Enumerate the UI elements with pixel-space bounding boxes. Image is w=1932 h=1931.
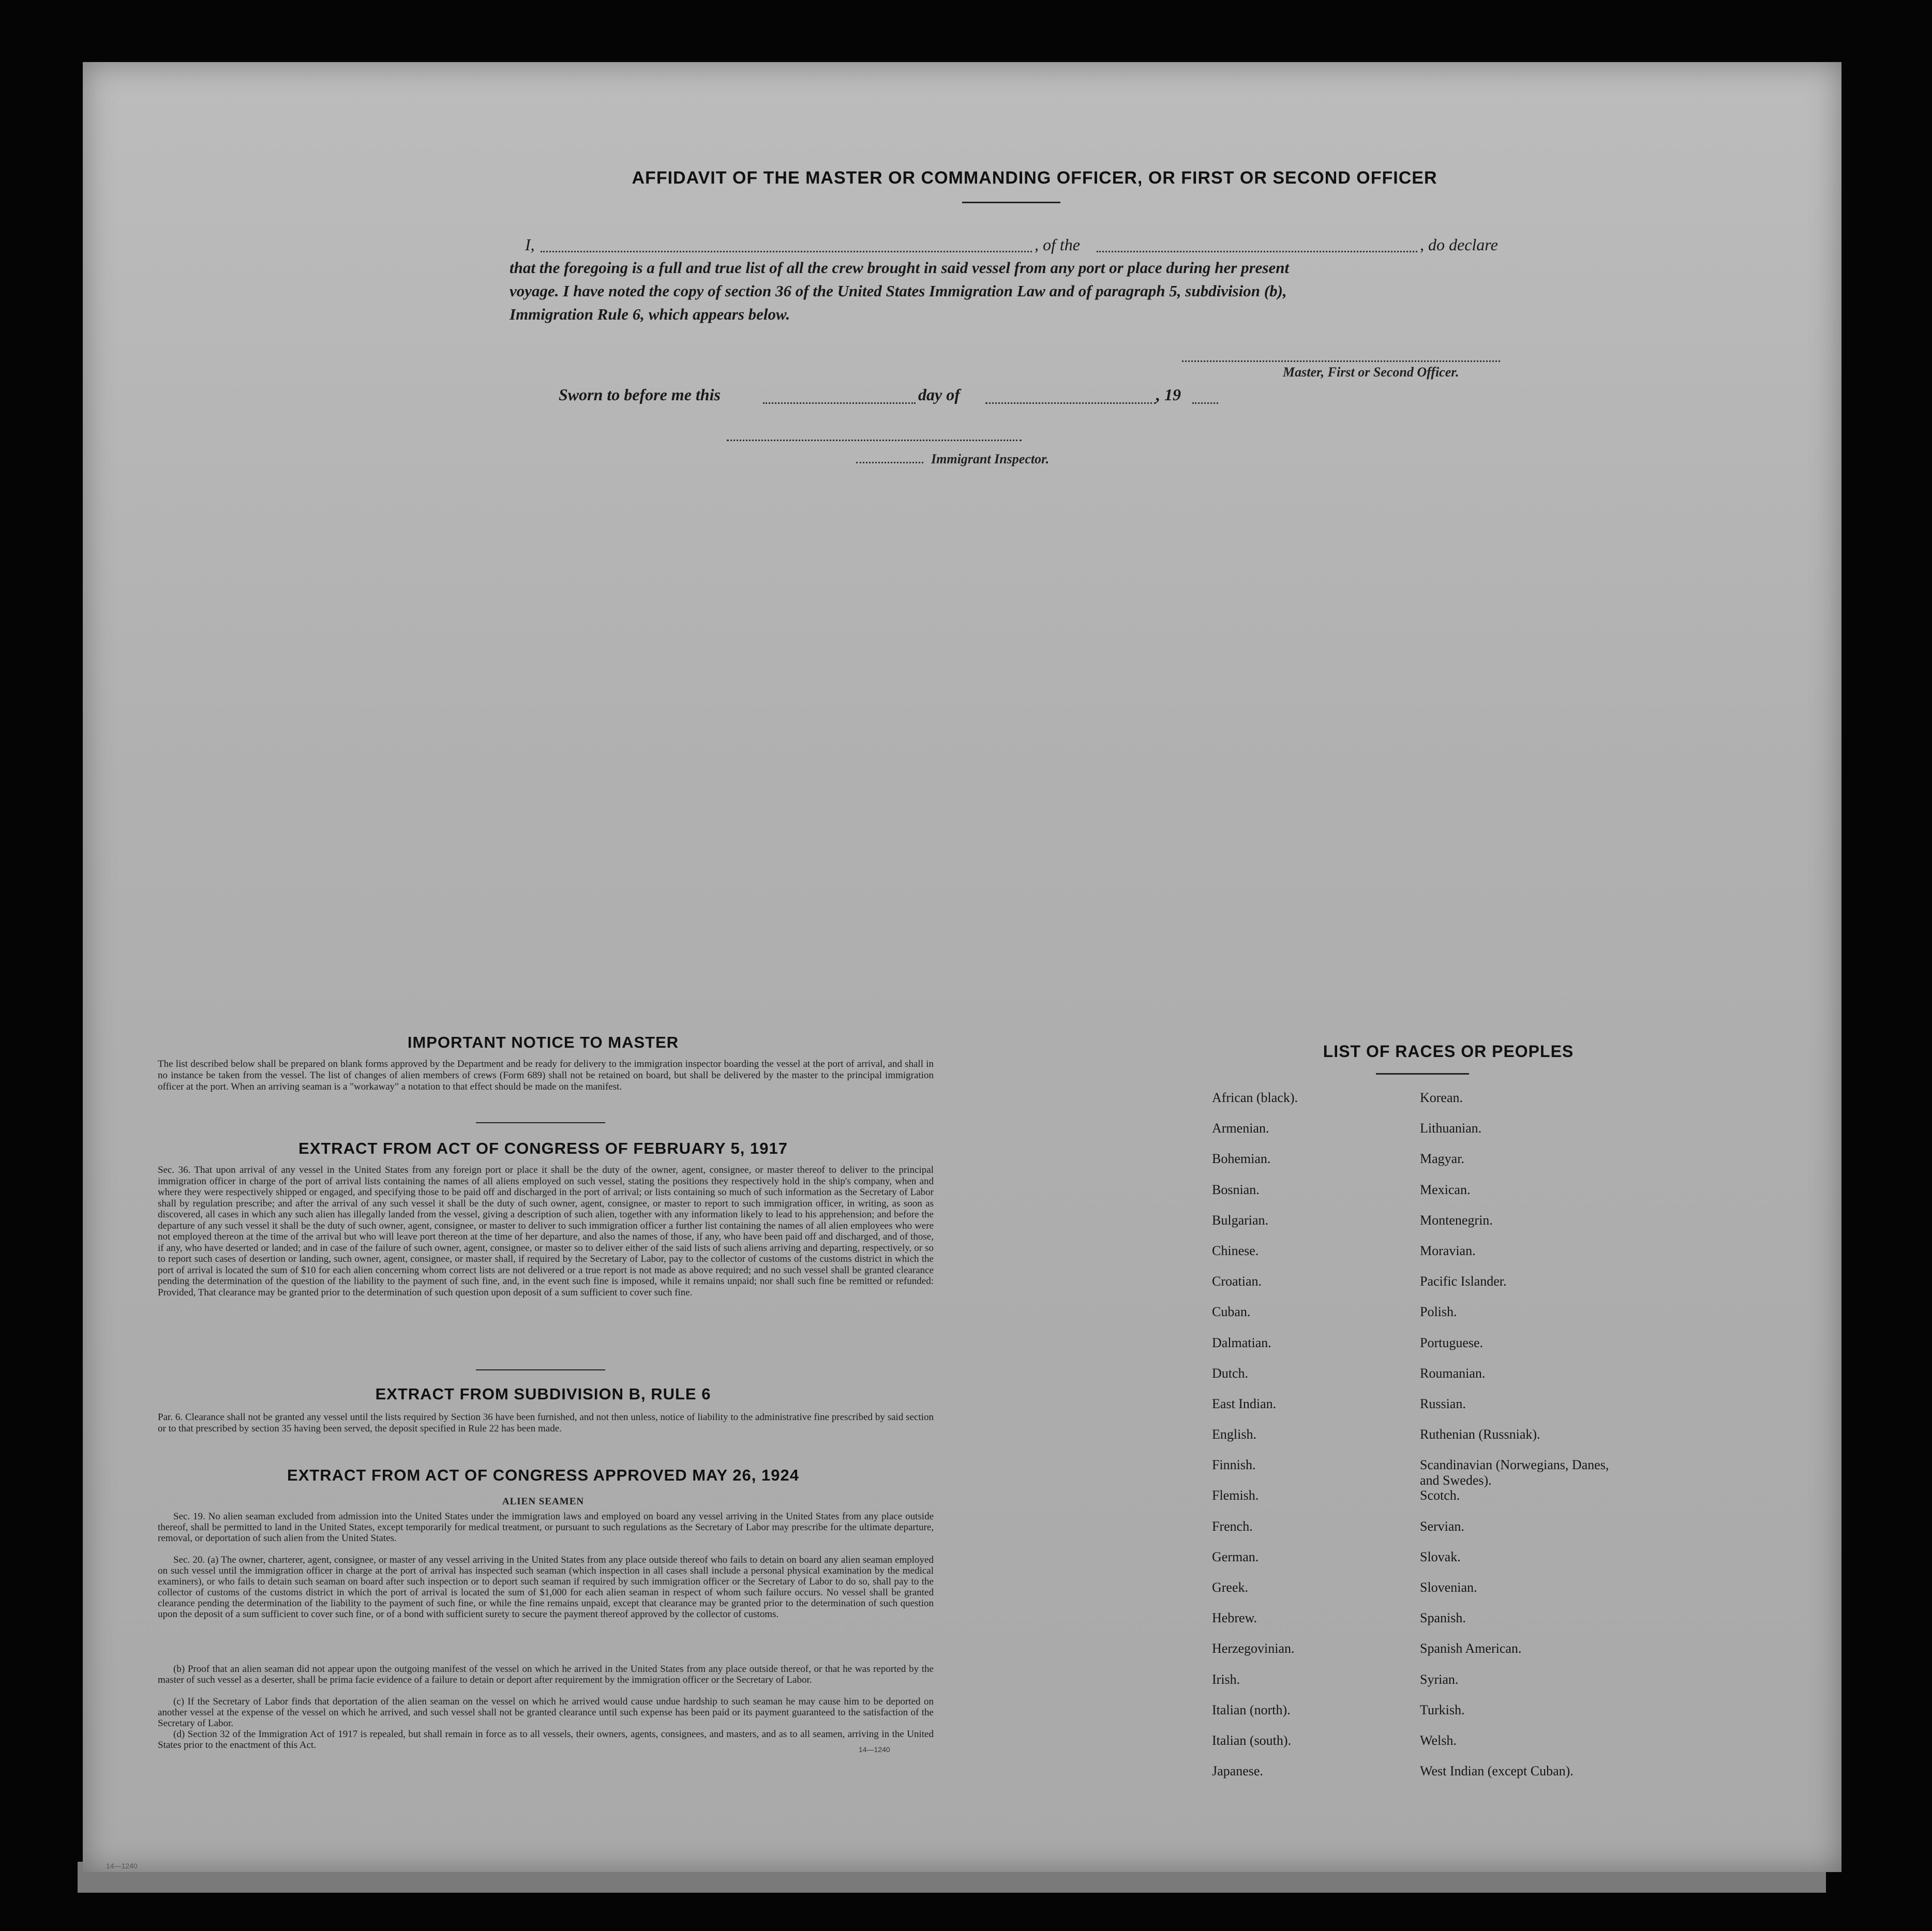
race-item: English. <box>1212 1427 1256 1442</box>
extract-rule6-text: Par. 6. Clearance shall not be granted any vessel until the lists required by Section 36 have been furnished, and not then unless, notice of liability to the administrative fine prescribed by said section or to that prescribed by section 35 having been served, the deposit specified in Rule 22 has been made. <box>158 1412 934 1434</box>
race-item: Armenian. <box>1212 1121 1269 1136</box>
day-of-label: day of <box>918 385 960 404</box>
affidavit-line1-declare: , do declare <box>1420 235 1498 254</box>
race-item: Mexican. <box>1420 1182 1471 1197</box>
race-item: Dalmatian. <box>1212 1335 1271 1350</box>
extract-1924-title: EXTRACT FROM ACT OF CONGRESS APPROVED MAY 26, 1924 <box>287 1466 799 1484</box>
race-item: West Indian (except Cuban). <box>1420 1763 1574 1779</box>
inspector-signature-label: Immigrant Inspector. <box>931 451 1050 466</box>
race-item: Finnish. <box>1212 1457 1256 1473</box>
punch-hole <box>1844 1218 1869 1243</box>
extract-1924-sec19: Sec. 19. No alien seaman excluded from admission into the United States under the immigration laws and employed on board any vessel arriving in the United States from any place outside thereof, shall be permitted to land in the United States, except temporarily for medical treatment, or pursuant to such regulations as the Secretary of Labor may prescribe for the ultimate departure, removal, or deportation of such alien from the United States. <box>158 1511 934 1544</box>
inspector-signature-field-short[interactable] <box>856 462 923 463</box>
race-item: Greek. <box>1212 1580 1249 1595</box>
sworn-label: Sworn to before me this <box>559 385 721 404</box>
name-field[interactable] <box>541 251 1032 252</box>
race-item: Spanish. <box>1420 1610 1466 1626</box>
extract-1924-sec20c: (c) If the Secretary of Labor finds that deportation of the alien seaman on the vessel on which he arrived would cause undue hardship to such seaman he may cause him to be deported on another vessel at the expense of the vessel on which he arrived, and such vessel shall not be granted clearance until such expense has been paid or its payment guaranteed to the satisfaction of the Secretary of Labor. <box>158 1696 934 1729</box>
race-item: Japanese. <box>1212 1763 1263 1779</box>
race-item: Korean. <box>1420 1090 1463 1105</box>
race-item: Bosnian. <box>1212 1182 1260 1197</box>
extract-1917-text: Sec. 36. That upon arrival of any vessel in the United States from any foreign port or place it shall be the duty of the owner, agent, consignee, or master thereof to deliver to the principal immigration officer in charge of the port of arrival lists containing the names of all aliens employed on such vessel, stating the positions they respectively hold in the ship's company, when and where they were respectively shipped or engaged, and specifying those to be paid off and discharged in the port of arrival; or lists containing so much of such information as the Secretary of Labor shall by regulation prescribe; and after the arrival of any such vessel it shall be the duty of such owner, agent, consignee, or master to report to such immigration officer, in writing, as soon as discovered, all cases in which any such alien has illegally landed from the vessel, giving a description of such alien, together with any information likely to lead to his apprehension; and before the departure of any such vessel it shall be the duty of such owner, agent, consignee, or master to deliver to such immigration officer a further list containing the names of all alien employees who were not employed thereon at the time of the arrival but who will leave port thereon at the time of her departure, and also the names of those, if any, who have been paid off and discharged, and of those, if any, who have deserted or landed; and in case of the failure of such owner, agent, consignee, or master so to deliver either of the said lists of such aliens arriving and departing, respectively, or so to report such cases of desertion or landing, such owner, agent, consignee, or master shall, if required by the Secretary of Labor, pay to the collector of customs of the customs district in which the port of arrival is located the sum of $10 for each alien concerning whom correct lists are not delivered or a true report is not made as above required; and no such vessel shall be granted clearance pending the determination of the question of the liability to the payment of such fine, and, in the event such fine is imposed, while it remains unpaid; nor shall such fine be remitted or refunded: Provided, That clearance may be granted prior to the determination of such question upon deposit of a sum sufficient to cover such fine. <box>158 1165 934 1298</box>
race-item: Italian (north). <box>1212 1702 1291 1717</box>
divider <box>962 202 1060 203</box>
race-item: Welsh. <box>1420 1732 1457 1748</box>
extract-rule6-title: EXTRACT FROM SUBDIVISION B, RULE 6 <box>375 1385 711 1403</box>
race-item: Portuguese. <box>1420 1335 1484 1350</box>
race-item: Italian (south). <box>1212 1732 1292 1748</box>
extract-1924-sec20d: (d) Section 32 of the Immigration Act of 1917 is repealed, but shall remain in force as to all vessels, their owners, agents, consignees, and masters, and as to all seamen, arriving in the United States prior to the enactment of this Act. <box>158 1729 934 1751</box>
race-item: Montenegrin. <box>1420 1212 1493 1228</box>
races-title: LIST OF RACES OR PEOPLES <box>1323 1042 1574 1061</box>
divider <box>476 1369 605 1370</box>
race-item: Polish. <box>1420 1304 1457 1320</box>
race-item: Magyar. <box>1420 1151 1464 1167</box>
affidavit-line1-i: I, <box>525 235 535 254</box>
master-signature-field[interactable] <box>1182 360 1500 362</box>
race-item: Spanish American. <box>1420 1641 1522 1656</box>
punch-hole <box>1844 1301 1869 1325</box>
affidavit-line4: Immigration Rule 6, which appears below. <box>510 305 790 323</box>
race-item: Slovak. <box>1420 1549 1461 1564</box>
extract-1924-sec20a: Sec. 20. (a) The owner, charterer, agent, consignee, or master of any vessel arriving in the United States from any place outside thereof who fails to detain on board any alien seaman employed on such vessel until the immigration officer in charge at the port of arrival has inspected such seaman (which inspection in all cases shall include a personal physical examination by the medical examiners), or who fails to detain such seaman on board after such inspection or to deport such seaman if required by such immigration officer or the Secretary of Labor to do so, shall pay to the collector of customs of the customs district in which the port of arrival is located the sum of $1,000 for each alien seaman in respect of whom such failure occurs. No vessel shall be granted clearance pending the determination of the liability to the payment of such fine, or while the fine remains unpaid, except that clearance may be granted prior to the determination of such question upon the deposit of a sum sufficient to cover such fine, or of a bond with sufficient surety to secure the payment thereof approved by the collector of customs. <box>158 1555 934 1620</box>
affidavit-line3: voyage. I have noted the copy of section 36 of the United States Immigration Law and of paragraph 5, subdivision (b), <box>510 282 1287 300</box>
footer-form-code: 14—1240 <box>106 1862 138 1870</box>
affidavit-line2: that the foregoing is a full and true list of all the crew brought in said vessel from any port or place during her present <box>510 259 1290 277</box>
race-item: African (black). <box>1212 1090 1298 1105</box>
race-item: Cuban. <box>1212 1304 1251 1320</box>
punch-hole <box>1844 345 1869 370</box>
master-signature-label: Master, First or Second Officer. <box>1283 365 1459 380</box>
form-code: 14—1240 <box>859 1745 890 1754</box>
race-item: Bohemian. <box>1212 1151 1271 1167</box>
race-item: Scandinavian (Norwegians, Danes, and Swedes). <box>1420 1457 1609 1488</box>
divider <box>476 1122 605 1123</box>
race-item: Flemish. <box>1212 1488 1259 1503</box>
race-item: Scotch. <box>1420 1488 1460 1503</box>
extract-1917-title: EXTRACT FROM ACT OF CONGRESS OF FEBRUARY 5, 1917 <box>298 1139 788 1157</box>
punch-hole <box>1844 1663 1869 1687</box>
race-item: Turkish. <box>1420 1702 1465 1717</box>
notice-text: The list described below shall be prepared on blank forms approved by the Department and be ready for delivery to the immigration inspector boarding the vessel at the port of arrival, and shall in no instance be taken from the vessel. The list of changes of alien members of crews (Form 689) shall not be retained on board, but shall be delivered by the master to the principal immigration officer at the port. When an arriving seaman is a "workaway" a notation to that effect should be made on the manifest. <box>158 1059 934 1092</box>
punch-hole <box>1844 1577 1869 1602</box>
vessel-field[interactable] <box>1097 251 1417 252</box>
race-item: Lithuanian. <box>1420 1121 1482 1136</box>
notice-title: IMPORTANT NOTICE TO MASTER <box>407 1033 679 1051</box>
punch-hole <box>1844 703 1869 728</box>
extract-1924-sec20b: (b) Proof that an alien seaman did not appear upon the outgoing manifest of the vessel on which he arrived in the United States from any place outside thereof, or that he was reported by the master of such vessel as a deserter, shall be prima facie evidence of a failure to detain or deport after requirement by the immigration officer or the Secretary of Labor. <box>158 1664 934 1685</box>
races-left-column <box>1212 1090 1409 1794</box>
race-item: Syrian. <box>1420 1671 1459 1687</box>
race-item: Hebrew. <box>1212 1610 1257 1626</box>
race-item: Roumanian. <box>1420 1365 1486 1381</box>
sworn-day-field[interactable] <box>763 402 916 404</box>
sworn-month-field[interactable] <box>985 402 1156 404</box>
punch-hole <box>1844 790 1869 815</box>
affidavit-line1-of: , of the <box>1035 235 1080 254</box>
year-label: , 19 <box>1156 385 1181 404</box>
race-item: Dutch. <box>1212 1365 1249 1381</box>
race-item: East Indian. <box>1212 1396 1277 1411</box>
race-item: Croatian. <box>1212 1274 1262 1289</box>
race-item: French. <box>1212 1518 1253 1534</box>
race-item: Irish. <box>1212 1671 1240 1687</box>
race-item: Servian. <box>1420 1518 1464 1534</box>
races-right-column <box>1420 1090 1627 1794</box>
race-item: Ruthenian (Russniak). <box>1420 1427 1540 1442</box>
race-item: Moravian. <box>1420 1243 1476 1258</box>
race-item: Russian. <box>1420 1396 1466 1411</box>
divider <box>1376 1073 1469 1075</box>
race-item: Bulgarian. <box>1212 1212 1269 1228</box>
race-item: Slovenian. <box>1420 1580 1477 1595</box>
race-item: Chinese. <box>1212 1243 1259 1258</box>
punch-hole <box>1844 259 1869 283</box>
race-item: Herzegovinian. <box>1212 1641 1295 1656</box>
race-item: German. <box>1212 1549 1259 1564</box>
affidavit-title: AFFIDAVIT OF THE MASTER OR COMMANDING OFFICER, OR FIRST OR SECOND OFFICER <box>632 168 1437 188</box>
inspector-signature-field[interactable] <box>727 440 1022 441</box>
race-item: Pacific Islander. <box>1420 1274 1507 1289</box>
sworn-year-field[interactable] <box>1192 402 1218 404</box>
extract-1924-subtitle: ALIEN SEAMEN <box>502 1496 585 1507</box>
